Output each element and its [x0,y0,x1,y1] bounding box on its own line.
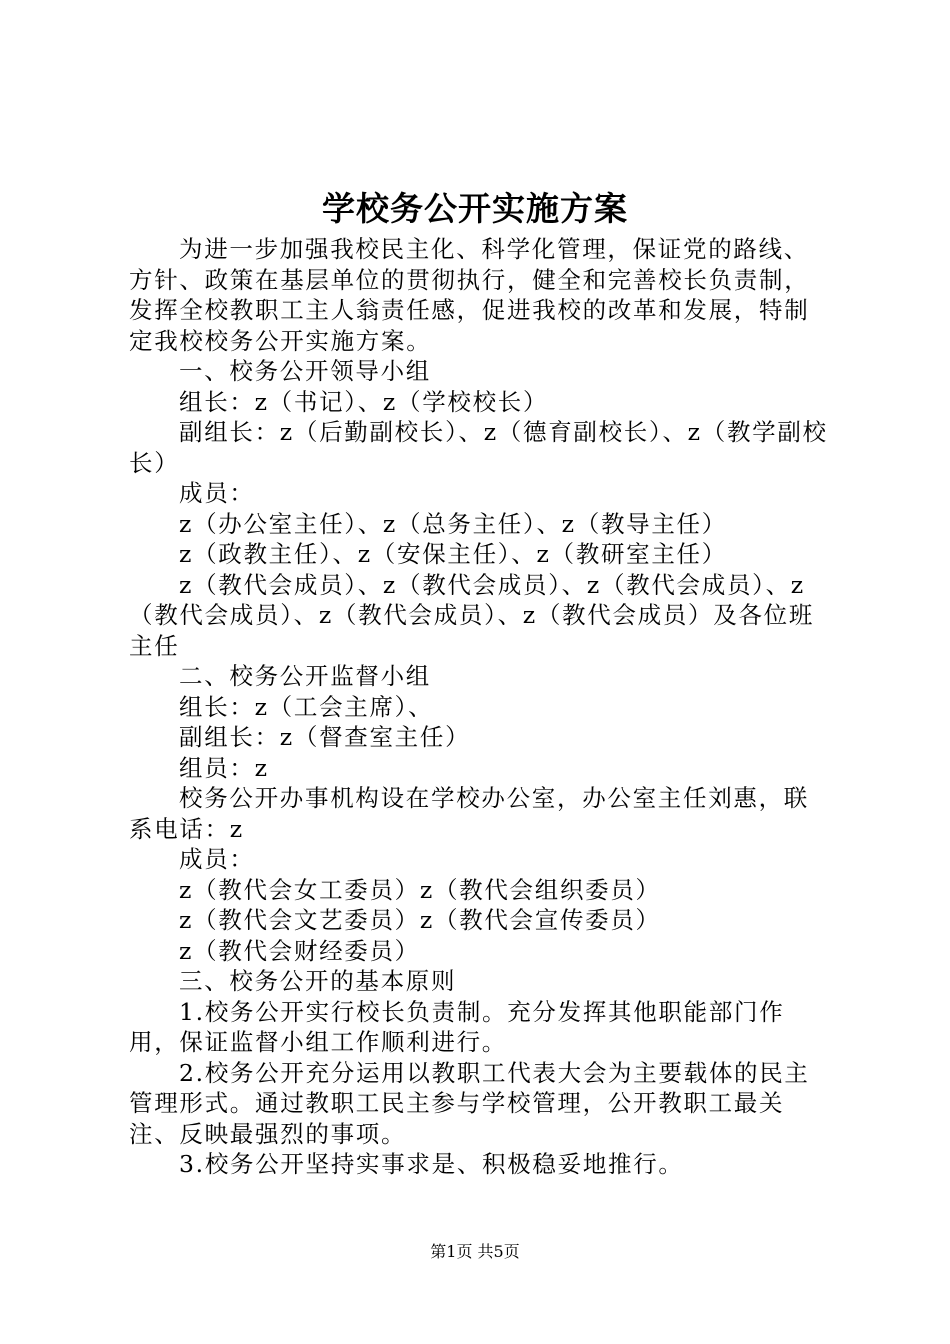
office-paragraph: 校务公开办事机构设在学校办公室，办公室主任刘惠，联系电话：z [129,784,809,843]
supervisor-deputy-line: 副组长：z（督查室主任） [179,723,471,751]
members-line-3: z（教代会成员）、z（教代会成员）、z（教代会成员）、z（教代会成员）、z（教代会成员）、z（教代会成员）及各位班主任 [129,570,815,660]
principle-3: 3.校务公开坚持实事求是、积极稳妥地推行。 [179,1150,684,1178]
office-members-label: 成员： [179,845,255,873]
intro-paragraph: 为进一步加强我校民主化、科学化管理，保证党的路线、方针、政策在基层单位的贯彻执行，健全和完善校长负责制，发挥全校教职工主人翁责任感，促进我校的改革和发展，特制定我校校务公开实施方案。 [129,235,810,355]
office-members-line-1: z（教代会女工委员）z（教代会组织委员） [179,875,661,904]
principle-1: 1.校务公开实行校长负责制。充分发挥其他职能部门作用，保证监督小组工作顺利进行。 [129,997,785,1056]
leader-line: 组长：z（书记）、z（学校校长） [179,387,549,416]
supervisor-members-line: 组员：z [179,753,269,782]
document-body [129,234,833,1180]
section-heading-3: 三、校务公开的基本原则 [179,967,457,995]
members-line-1: z（办公室主任）、z（总务主任）、z（教导主任） [179,509,727,538]
office-members-line-3: z（教代会财经委员） [179,936,420,965]
page-footer: 第1页 共5页 [430,1242,520,1261]
members-line-2: z（政教主任）、z（安保主任）、z（教研室主任） [179,540,727,568]
principle-2: 2.校务公开充分运用以教职工代表大会为主要载体的民主管理形式。通过教职工民主参与学校管理，公开教职工最关注、反映最强烈的事项。 [129,1058,810,1148]
section-heading-2: 二、校务公开监督小组 [179,662,431,690]
supervisor-leader-line: 组长：z（工会主席）、 [179,692,434,721]
deputy-leader-line: 副组长：z（后勤副校长）、z（德育副校长）、z（教学副校长） [129,418,828,477]
members-label: 成员： [179,479,255,507]
office-members-line-2: z（教代会文艺委员）z（教代会宣传委员） [179,906,661,934]
document-title: 学校务公开实施方案 [322,189,628,228]
section-heading-1: 一、校务公开领导小组 [179,357,431,385]
